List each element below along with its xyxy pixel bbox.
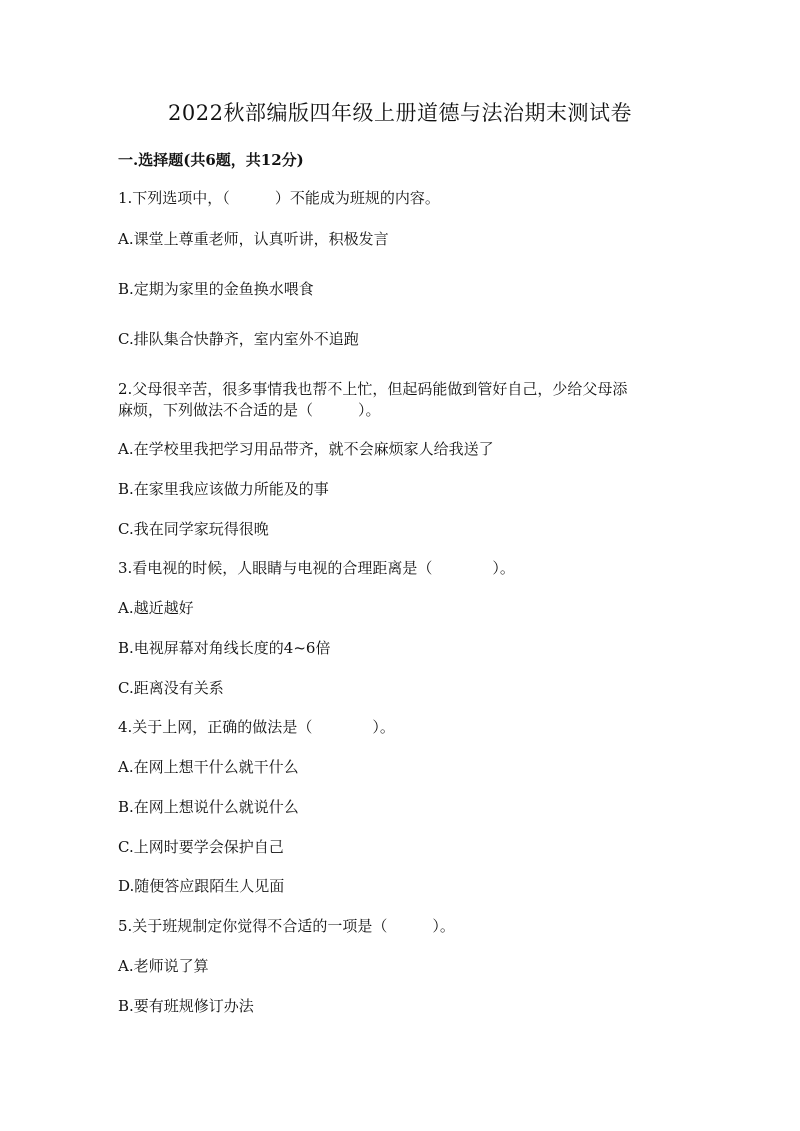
question-5-option-a: A.老师说了算: [118, 957, 209, 975]
question-3-option-c: C.距离没有关系: [118, 679, 224, 697]
question-3-option-a: A.越近越好: [118, 599, 194, 617]
question-2-stem-line-1: 2.父母很辛苦，很多事情我也帮不上忙，但起码能做到管好自己，少给父母添: [118, 380, 628, 398]
question-2-option-a: A.在学校里我把学习用品带齐，就不会麻烦家人给我送了: [118, 440, 494, 458]
question-2-option-c: C.我在同学家玩得很晚: [118, 520, 269, 538]
question-2-option-b: B.在家里我应该做力所能及的事: [118, 480, 329, 498]
question-1-option-c: C.排队集合快静齐，室内室外不追跑: [118, 330, 359, 348]
question-4-option-c: C.上网时要学会保护自己: [118, 838, 284, 856]
page-title: 2022秋部编版四年级上册道德与法治期末测试卷: [168, 101, 632, 125]
question-4-stem: 4.关于上网，正确的做法是（ ）。: [118, 718, 395, 736]
question-5-stem: 5.关于班规制定你觉得不合适的一项是（ ）。: [118, 917, 455, 935]
question-1-option-b: B.定期为家里的金鱼换水喂食: [118, 280, 314, 298]
question-3-stem: 3.看电视的时候，人眼睛与电视的合理距离是（ ）。: [118, 559, 515, 577]
question-2-stem-line-2: 麻烦，下列做法不合适的是（ ）。: [118, 401, 381, 419]
question-4-option-a: A.在网上想干什么就干什么: [118, 758, 299, 776]
question-1-option-a: A.课堂上尊重老师，认真听讲，积极发言: [118, 230, 389, 248]
section-heading: 一.选择题(共6题，共12分): [118, 151, 304, 169]
question-1-stem: 1.下列选项中，（ ）不能成为班规的内容。: [118, 189, 440, 207]
question-4-option-d: D.随便答应跟陌生人见面: [118, 877, 285, 895]
question-4-option-b: B.在网上想说什么就说什么: [118, 798, 299, 816]
question-3-option-b: B.电视屏幕对角线长度的4~6倍: [118, 639, 331, 657]
question-5-option-b: B.要有班规修订办法: [118, 997, 254, 1015]
